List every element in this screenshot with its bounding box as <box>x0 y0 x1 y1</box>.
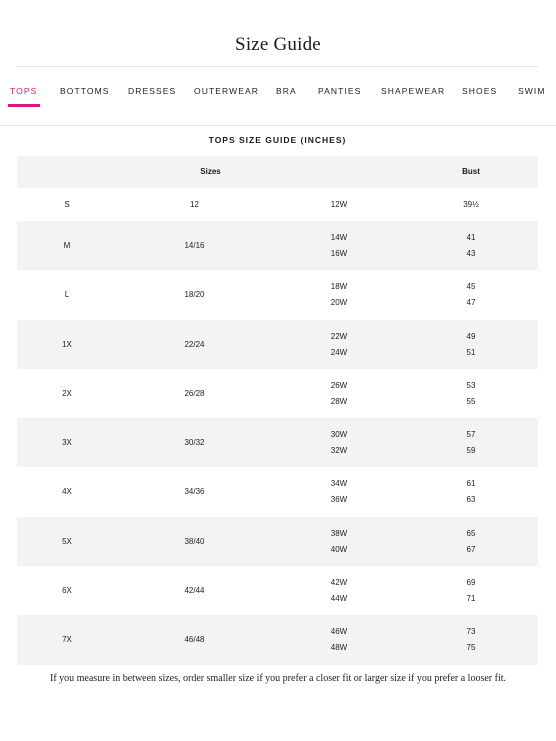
size-w-cell: 18W <box>330 282 348 292</box>
bust-cell: 47 <box>466 298 476 308</box>
bust-cell: 43 <box>466 249 476 258</box>
bust-cell: 41 <box>466 233 476 242</box>
size-w-cell: 44W <box>330 594 348 604</box>
size-number-cell: 34/36 <box>184 487 205 497</box>
size-letter-cell: 4X <box>62 487 72 497</box>
tab-shoes[interactable]: SHOES <box>462 86 498 96</box>
size-letter-cell: 6X <box>62 586 72 596</box>
size-w-cell: 46W <box>330 627 348 637</box>
active-tab-indicator <box>8 104 40 107</box>
tab-bottoms[interactable]: BOTTOMS <box>60 86 110 96</box>
bust-cell: 57 <box>466 430 476 440</box>
table-body <box>17 188 538 665</box>
size-letter-cell: 3X <box>62 438 72 448</box>
table-row <box>17 615 538 664</box>
size-w-cell: 12W <box>330 200 348 209</box>
size-number-cell: 46/48 <box>184 635 205 645</box>
header-sizes: Sizes <box>200 167 221 176</box>
table-row <box>17 320 538 369</box>
bust-cell: 45 <box>466 282 476 292</box>
table-header-row <box>17 156 538 188</box>
bust-cell: 71 <box>466 594 476 604</box>
size-letter-cell: 2X <box>62 388 72 398</box>
size-w-cell: 36W <box>330 495 348 505</box>
tab-shapewear[interactable]: SHAPEWEAR <box>381 86 446 96</box>
table-row <box>17 270 538 319</box>
bust-cell: 69 <box>466 578 476 588</box>
size-w-cell: 26W <box>330 380 348 390</box>
size-number-cell: 14/16 <box>184 241 205 250</box>
size-number-cell: 30/32 <box>184 438 205 448</box>
size-number-cell: 18/20 <box>184 290 205 300</box>
table-title: TOPS SIZE GUIDE (INCHES) <box>208 135 347 145</box>
size-w-cell: 20W <box>330 298 348 308</box>
tab-dresses[interactable]: DRESSES <box>128 86 177 96</box>
tab-bra[interactable]: BRA <box>276 86 297 96</box>
size-number-cell: 26/28 <box>184 388 205 398</box>
table-row <box>17 517 538 566</box>
bust-cell: 51 <box>466 347 476 357</box>
table-row <box>17 418 538 467</box>
table-row <box>17 467 538 516</box>
size-w-cell: 48W <box>330 643 348 653</box>
bust-cell: 61 <box>466 479 476 489</box>
bust-cell: 63 <box>466 495 476 505</box>
size-w-cell: 30W <box>330 430 348 440</box>
tab-tops[interactable]: TOPS <box>10 86 38 96</box>
size-letter-cell: L <box>64 290 70 300</box>
size-letter-cell: M <box>63 241 71 250</box>
size-letter-cell: S <box>64 200 70 209</box>
tab-swim[interactable]: SWIM <box>518 86 546 96</box>
tab-panties[interactable]: PANTIES <box>318 86 362 96</box>
tabs-divider <box>0 125 556 126</box>
category-tabs <box>0 86 556 110</box>
size-w-cell: 22W <box>330 331 348 341</box>
size-w-cell: 40W <box>330 544 348 554</box>
bust-cell: 59 <box>466 446 476 456</box>
table-row <box>17 188 538 221</box>
title-divider <box>17 66 538 67</box>
bust-cell: 75 <box>466 643 476 653</box>
header-bust: Bust <box>462 167 480 176</box>
bust-cell: 67 <box>466 544 476 554</box>
size-w-cell: 34W <box>330 479 348 489</box>
bust-cell: 49 <box>466 331 476 341</box>
size-w-cell: 14W <box>330 233 348 242</box>
tab-outerwear[interactable]: OUTERWEAR <box>194 86 259 96</box>
size-number-cell: 42/44 <box>184 586 205 596</box>
bust-cell: 55 <box>466 396 476 406</box>
size-w-cell: 38W <box>330 528 348 538</box>
bust-cell: 73 <box>466 627 476 637</box>
size-w-cell: 42W <box>330 578 348 588</box>
size-letter-cell: 5X <box>62 536 72 546</box>
size-w-cell: 24W <box>330 347 348 357</box>
table-row <box>17 221 538 270</box>
size-w-cell: 28W <box>330 396 348 406</box>
size-table <box>17 156 538 665</box>
size-number-cell: 12 <box>190 200 199 209</box>
size-w-cell: 32W <box>330 446 348 456</box>
size-letter-cell: 7X <box>62 635 72 645</box>
bust-cell: 65 <box>466 528 476 538</box>
bust-cell: 39½ <box>463 200 479 209</box>
size-number-cell: 22/24 <box>184 339 205 349</box>
size-w-cell: 16W <box>330 249 348 258</box>
bust-cell: 53 <box>466 380 476 390</box>
page-title: Size Guide <box>235 34 321 55</box>
fit-footnote: If you measure in between sizes, order smaller size if you prefer a closer fit or larger size if you prefer a looser fit. <box>49 673 506 684</box>
table-row <box>17 369 538 418</box>
table-row <box>17 566 538 615</box>
size-letter-cell: 1X <box>62 339 72 349</box>
size-number-cell: 38/40 <box>184 536 205 546</box>
